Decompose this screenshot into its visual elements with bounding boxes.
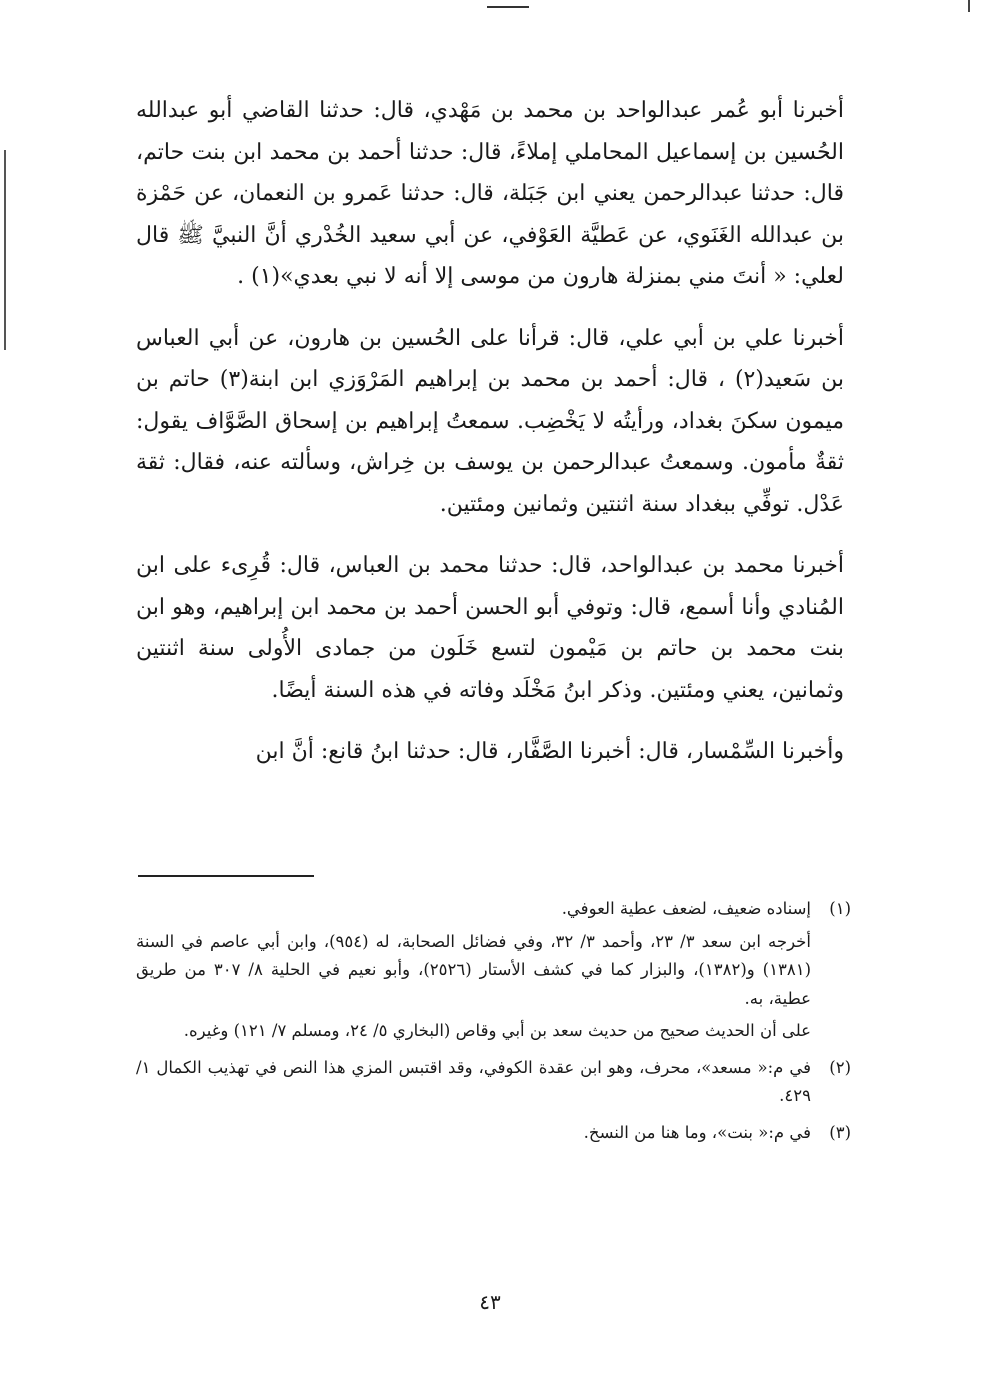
footnote-line: أخرجه ابن سعد ٣/ ٢٣، وأحمد ٣/ ٣٢، وفي فضائل الصحابة، له (٩٥٤)، وابن أبي عاصم في السنة (١٣٨١) و(١٣٨٢)، والبزار كما في كشف الأستار (٢٥٢٦)، وأبو نعيم في الحلية ٨/ ٣٠٧ من طريق عطية، به. (136, 931, 811, 1008)
footnote-3 (136, 1119, 851, 1148)
footnote-line: في م:« مسعد»، محرف، وهو ابن عقدة الكوفي، وقد اقتبس المزي هذا النص في تهذيب الكمال ١/ ٤٢٩. (136, 1057, 811, 1105)
main-text (136, 90, 844, 773)
footnote-line: إسناده ضعيف، لضعف عطية العوفي. (561, 899, 811, 918)
scan-mark (968, 0, 970, 12)
footnote-line: في م:« بنت»، وما هنا من النسخ. (583, 1122, 811, 1142)
footnote-number: (٢) (829, 1057, 851, 1077)
page-number: ٤٣ (479, 1290, 501, 1314)
footnotes (136, 895, 851, 1147)
footnote-1 (136, 895, 851, 1046)
footnote-number: (٣) (829, 1122, 851, 1142)
margin-line (4, 150, 6, 350)
paragraph-1: أخبرنا أبو عُمر عبدالواحد بن محمد بن مَهْدي، قال: حدثنا القاضي أبو عبدالله الحُسين بن إسماعيل المحاملي إملاءً، قال: حدثنا أحمد بن محمد ابن بنت حاتم، قال: حدثنا عبدالرحمن يعني ابن جَبَلة، قال: حدثنا عَمرو بن النعمان، عن حَمْزة بن عبدالله الغَنَوي، عن عَطيَّة العَوْفي، عن أبي سعيد الخُدْري أنَّ النبيَّ ﷺ قال لعلي: « أنتَ مني بمنزلة هارون من موسى إلا أنه لا نبي بعدي»(١) . (136, 98, 844, 289)
footnote-number: (١) (829, 899, 851, 918)
footnote-line: على أن الحديث صحيح من حديث سعد بن أبي وقاص (البخاري ٥/ ٢٤، ومسلم ٧/ ١٢١) وغيره. (183, 1021, 811, 1040)
top-rule (487, 6, 529, 8)
footnote-2 (136, 1054, 851, 1111)
footnote-separator (138, 875, 314, 877)
paragraph-4: وأخبرنا السِّمْسار، قال: أخبرنا الصَّفَّار، قال: حدثنا ابنُ قانع: أنَّ ابن (255, 739, 844, 764)
paragraph-2: أخبرنا علي بن أبي علي، قال: قرأنا على الحُسين بن هارون، عن أبي العباس بن سَعيد(٢) ، قال: أحمد بن محمد بن إبراهيم المَرْوَزي ابن ابنة(٣) حاتم بن ميمون سكنَ بغداد، ورأيتُه لا يَخْضِب. سمعتُ إبراهيم بن إسحاق الصَّوَّاف يقول: ثقةٌ مأمون. وسمعتُ عبدالرحمن بن يوسف بن خِراش، وسألته عنه، فقال: ثقة عَدْل. توفِّي ببغداد سنة اثنتين وثمانين ومئتين. (136, 325, 844, 517)
paragraph-3: أخبرنا محمد بن عبدالواحد، قال: حدثنا محمد بن العباس، قال: قُرِىء على ابن المُنادي وأنا أسمع، قال: وتوفي أبو الحسن أحمد بن محمد ابن إبراهيم، وهو ابن بنت محمد بن حاتم بن مَيْمون لتسع خَلَون من جمادى الأُولى سنة اثنتين وثمانين، يعني ومئتين. وذكر ابنُ مَخْلَد وفاته في هذه السنة أيضًا. (136, 553, 844, 703)
